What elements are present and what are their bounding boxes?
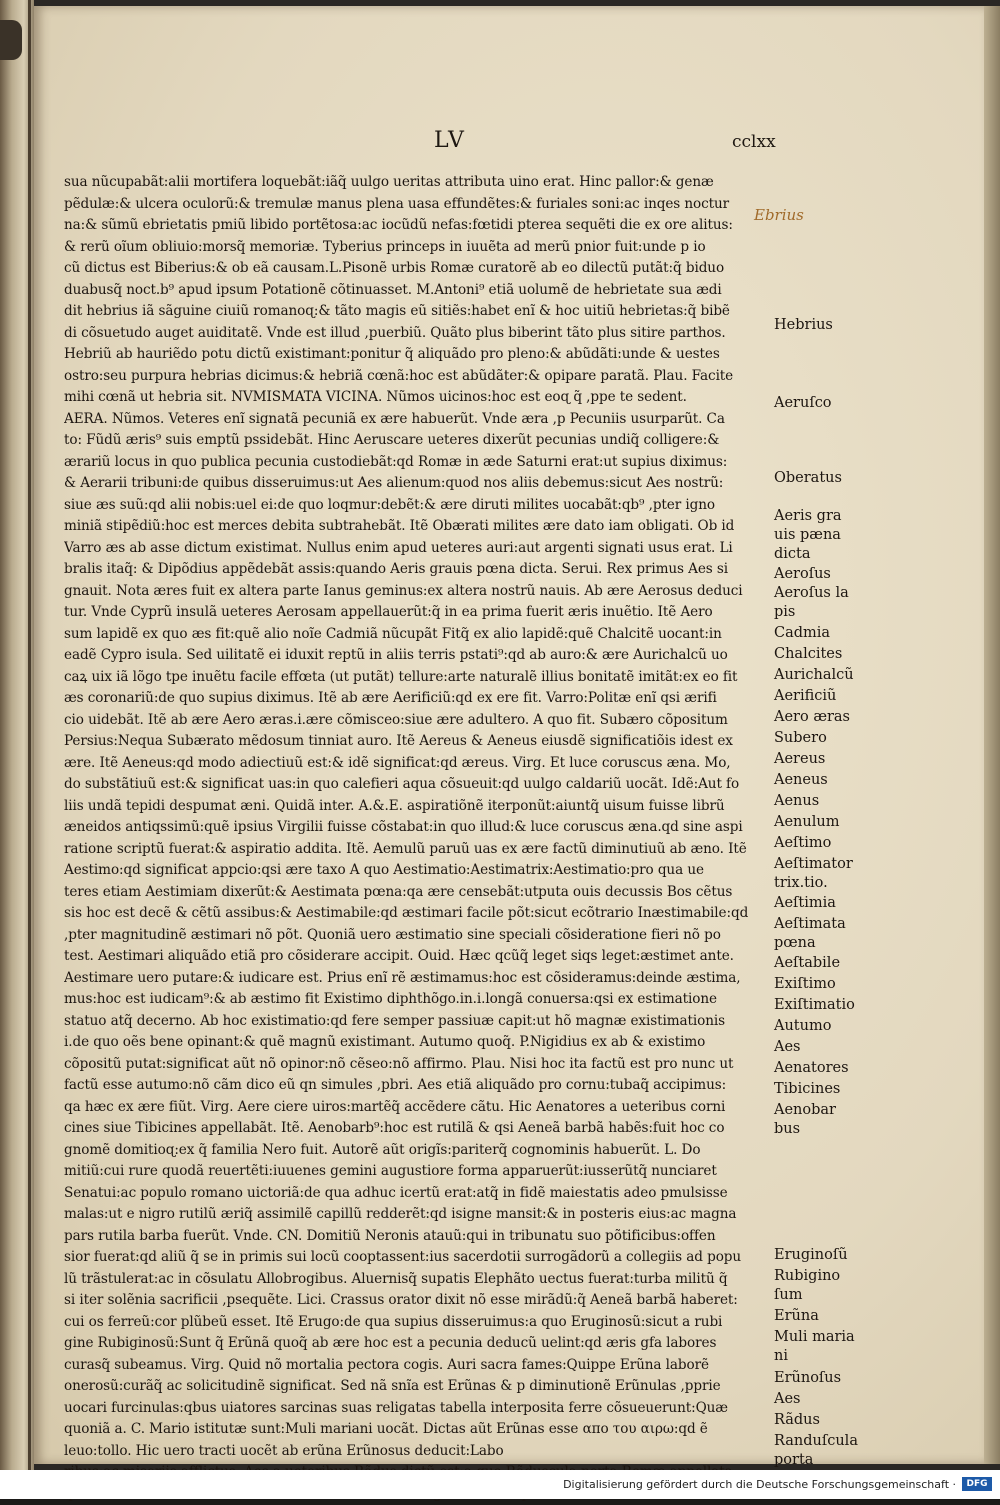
text-line: & rerũ oĩum obliuio:morsq̃ memoriæ. Tyberius princeps in iuuẽta ad merũ pnior fuit:unde p io: [64, 237, 764, 259]
margin-note: Subero: [774, 729, 827, 748]
margin-note: Erũnoſus: [774, 1369, 841, 1388]
text-line: Senatui:ac populo romano uictoriã:de qua adhuc icertũ erat:atq̃ in fidẽ maiestatis adeo pmulsisse: [64, 1183, 764, 1205]
text-line: statuo atq̃ decerno. Ab hoc existimatio:qd fere semper passiuæ capit:ut hõ magnæ existimationis: [64, 1011, 764, 1033]
text-line: Aestimo:qd significat appcio:qsi ære taxo A quo Aestimatio:Aestimatrix:Aestimatio:pro qua ue: [64, 860, 764, 882]
footer-bar: [0, 1470, 1000, 1499]
margin-note: Hebrius: [774, 316, 833, 335]
margin-note: Aerificiũ: [774, 687, 836, 706]
text-line: lũ trãstulerat:ac in cõsulatu Allobrogibus. Aluernisq̃ supatis Elephãto uectus fuerat:turba militũ q̃: [64, 1269, 764, 1291]
text-line: onerosũ:curãq̃ ac solicitudinẽ significat. Sed nã snĩa est Erũnas & p diminutionẽ Erũnulas ,pprie: [64, 1376, 764, 1398]
text-line: teres etiam Aestimiam dixerũt:& Aestimata pœna:qa ære censebãt:utputa ouis decussis Bos cẽtus: [64, 882, 764, 904]
text-line: eadẽ Cypro isula. Sed uilitatẽ ei iduxit reptũ in aliis terris pstati⁹:qd ab auro:& ære Aurichalcũ uo: [64, 645, 764, 667]
text-line: miniã stipẽdiũ:hoc est merces debita subtrahebãt. Itẽ Obærati milites ære dato iam obligati. Ob id: [64, 516, 764, 538]
margin-note: Aeſtimo: [774, 834, 831, 853]
margin-note: Chalcites: [774, 645, 842, 664]
margin-note: Randuſcula: [774, 1432, 858, 1451]
margin-note: Aenatores: [774, 1059, 849, 1078]
margin-note: uis pæna: [774, 526, 841, 545]
text-line: & Aerarii tribuni:de quibus disseruimus:ut Aes alienum:quod nos aliis debemus:sicut Aes nostrũ:: [64, 473, 764, 495]
text-line: pẽdulæ:& ulcera oculorũ:& tremulæ manus plena uasa effundẽtes:& furiales soni:ac inqes noctur: [64, 194, 764, 216]
page-stack-edge: [984, 6, 1000, 1464]
margin-note: ſum: [774, 1286, 802, 1305]
folio-number: cclxx: [732, 132, 776, 152]
margin-note: Aero æras: [774, 708, 850, 727]
margin-note: porta: [774, 1451, 813, 1470]
margin-note: Autumo: [774, 1017, 831, 1036]
text-line: cũ dictus est Biberius:& ob eã causam.L.Pisonẽ urbis Romæ curatorẽ ab eo dilectũ putãt:q̃ biduo: [64, 258, 764, 280]
margin-note: Aeroſus: [774, 565, 831, 584]
book-page: [34, 6, 984, 1464]
text-line: pars rutila barba fuerũt. Vnde. CN. Domitiũ Neronis atauũ:qui in tribunatu suo põtificibus:offen: [64, 1226, 764, 1248]
book-clamp: [0, 20, 22, 60]
margin-note: pis: [774, 603, 795, 622]
text-line: sua nũcupabãt:alii mortifera loquebãt:iãq̃ uulgo ueritas attributa uino erat. Hinc pallor:& genæ: [64, 172, 764, 194]
folio-center: LV: [434, 128, 466, 153]
text-line: si iter solẽnia sacrificii ,psequẽte. Lici. Crassus orator dixit nõ esse mirãdũ:q̃ Aeneã barbã haberet:: [64, 1290, 764, 1312]
margin-note: Exiſtimatio: [774, 996, 855, 1015]
margin-note: bus: [774, 1120, 800, 1139]
margin-note: Aeruſco: [774, 394, 832, 413]
margin-note: dicta: [774, 545, 811, 564]
margin-note: Oberatus: [774, 469, 842, 488]
margin-note: Eruginoſũ: [774, 1246, 848, 1265]
text-line: na:& sũmũ ebrietatis pmiũ libido portẽtosa:ac iocũdũ nefas:fœtidi pterea sequẽti die ex ore alitus:: [64, 215, 764, 237]
text-line: cio uidebãt. Itẽ ab ære Aero æras.i.ære cõmisceo:siue ære adultero. A quo fit. Subæro cõpositum: [64, 710, 764, 732]
text-line: sis hoc est decẽ & cẽtũ assibus:& Aestimabile:qd æstimari facile põt:sicut ecõtrario Inæstimabile:qd: [64, 903, 764, 925]
text-line: dit hebrius iã sãguine ciuiũ romanoɋ:& tãto magis eũ sitiẽs:habet enĩ & hoc uitiũ hebrietas:q̃ bibẽ: [64, 301, 764, 323]
funding-notice: Digitalisierung gefördert durch die Deutsche Forschungsgemeinschaft ·: [563, 1478, 956, 1491]
margin-note: Rubigino: [774, 1267, 840, 1286]
text-line: ærariũ locus in quo publica pecunia custodiebãt:qd Romæ in æde Saturni erat:ut supius diximus:: [64, 452, 764, 474]
text-line: æs coronariũ:de quo supius diximus. Itẽ ab ære Aerificiũ:qd ex ere fit. Varro:Politæ enĩ qsi ærifi: [64, 688, 764, 710]
margin-note: ni: [774, 1347, 788, 1366]
text-line: æneidos antiqssimũ:quẽ ipsius Virgilii fuisse cõstabat:in quo illud:& luce coruscus æna.qd sine aspi: [64, 817, 764, 839]
text-line: ære. Itẽ Aeneus:qd modo adiectiuũ est:& idẽ significat:qd æreus. Virg. Et luce coruscus æna. Mo,: [64, 753, 764, 775]
adjacent-page-edge: [0, 0, 34, 1470]
text-line: ostro:seu purpura hebrias dicimus:& hebriã cœnã:hoc est abũdãter:& opipare paratã. Plau. Facite: [64, 366, 764, 388]
margin-note: Cadmia: [774, 624, 830, 643]
margin-note: pœna: [774, 934, 816, 953]
text-line: sum lapidẽ ex quo æs fit:quẽ alio noĩe Cadmiã nũcupãt Fitq̃ ex alio lapidẽ:quẽ Chalcitẽ uocant:in: [64, 624, 764, 646]
margin-note: Aeneus: [774, 771, 828, 790]
margin-note: Tibicines: [774, 1080, 840, 1099]
text-line: duabusq̃ noct.b⁹ apud ipsum Potationẽ cõtinuasset. M.Antoni⁹ etiã uolumẽ de hebrietate sua ædi: [64, 280, 764, 302]
text-line: ,pter magnitudinẽ æstimari nõ põt. Quoniã uero æstimatio sine speciali cõsideratione fieri nõ po: [64, 925, 764, 947]
margin-note: Aenobar: [774, 1101, 836, 1120]
margin-note: Aurichalcũ: [774, 666, 854, 685]
margin-note: Aeſtabile: [774, 954, 840, 973]
text-line: curasq̃ subeamus. Virg. Quid nõ mortalia pectora cogis. Auri sacra fames:Quippe Erũna laborẽ: [64, 1355, 764, 1377]
text-line: Hebriũ ab hauriẽdo potu dictũ existimant:ponitur q̃ aliquãdo pro pleno:& abũdãti:unde & uestes: [64, 344, 764, 366]
text-line: di cõsuetudo auget auiditatẽ. Vnde est illud ,puerbiũ. Quãto plus biberint tãto plus sitire parthos.: [64, 323, 764, 345]
margin-note: Aeris gra: [774, 507, 842, 526]
margin-note: Aenus: [774, 792, 819, 811]
folio-header: [34, 128, 984, 158]
margin-note: Rãdus: [774, 1411, 820, 1430]
text-line: factũ esse autumo:nõ cãm dico eũ qn simules ,pbri. Aes etiã aliquãdo pro cornu:tubaq̃ accipimus:: [64, 1075, 764, 1097]
text-line: malas:ut e nigro rutilũ æriq̃ assimilẽ capillũ redderẽt:qd isigne mansit:& in posteris eius:ac magna: [64, 1204, 764, 1226]
text-line: Varro æs ab asse dictum existimat. Nullus enim apud ueteres auri:aut argenti signati usus erat. Li: [64, 538, 764, 560]
binding-spine: [28, 0, 31, 1470]
margin-note: Muli maria: [774, 1328, 855, 1347]
text-line: do substãtiuũ est:& significat uas:in quo calefieri aqua cõsueuit:qd uulgo caldariũ uocãt. Idẽ:Aut fo: [64, 774, 764, 796]
text-line: bralis itaq̃: & Dipõdius appẽdebãt assis:quando Aeris grauis pœna dicta. Serui. Rex primus Aes si: [64, 559, 764, 581]
margin-note: Aenulum: [774, 813, 839, 832]
body-text: [64, 172, 764, 1505]
margin-note: Erũna: [774, 1307, 819, 1326]
margin-note: Aereus: [774, 750, 825, 769]
text-line: uocari furcinulas:qbus uiatores sarcinas suas religatas tabella interposita ferre cõsueuerunt:Quæ: [64, 1398, 764, 1420]
text-line: to: Fũdũ æris⁹ suis emptũ pssidebãt. Hinc Aeruscare ueteres dixerũt pecunias undiq̃ colligere:&: [64, 430, 764, 452]
margin-note: Exiſtimo: [774, 975, 836, 994]
margin-note: Aeſtimata: [774, 915, 846, 934]
text-line: AERA. Nũmos. Veteres enĩ signatã pecuniã ex ære habuerũt. Vnde æra ,p Pecuniis usurparũt. Ca: [64, 409, 764, 431]
text-line: ratione scriptũ fuerat:& aspiratio addita. Itẽ. Aemulũ paruũ uas ex ære factũ diminutiuũ ab æno. Itẽ: [64, 839, 764, 861]
text-line: liis undã tepidi despumat æni. Quidã inter. A.&.E. aspiratiõnẽ iterponũt:aiuntq̃ uisum fuisse librũ: [64, 796, 764, 818]
text-line: tur. Vnde Cyprũ insulã ueteres Aerosam appellauerũt:q̃ in ea prima fuerit æris inuẽtio. Itẽ Aero: [64, 602, 764, 624]
text-line: Aestimare uero putare:& iudicare est. Prius enĩ rẽ æstimamus:hoc est cõsideramus:deinde æstima,: [64, 968, 764, 990]
text-line: mus:hoc est iudicam⁹:& ab æstimo fit Existimo diphthõgo.in.i.longã conuersa:qsi ex estimatione: [64, 989, 764, 1011]
text-line: quoniã a. C. Mario istitutæ sunt:Muli mariani uocãt. Dictas aũt Erũnas esse απο του αιρω:qd ẽ: [64, 1419, 764, 1441]
margin-note: Aeroſus la: [774, 584, 849, 603]
text-line: cines siue Tibicines appellabãt. Itẽ. Aenobarb⁹:hoc est rutilã & qsi Aeneã barbã habẽs:fuit hoc co: [64, 1118, 764, 1140]
margin-note: Aeſtimator: [774, 855, 853, 874]
text-line: gine Rubiginosũ:Sunt q̃ Erũnã quoq̃ ab ære hoc est a pecunia deducũ uelint:qd æris gfa labores: [64, 1333, 764, 1355]
text-line: siue æs suũ:qd alii nobis:uel ei:de quo loqmur:debẽt:& ære diruti milites uocabãt:qb⁹ ,pter igno: [64, 495, 764, 517]
text-line: Persius:Nequa Subærato mẽdosum tinniat auro. Itẽ Aereus & Aeneus eiusdẽ significatiõis idest ex: [64, 731, 764, 753]
handwritten-annotation: Ebrius: [754, 206, 804, 224]
text-line: i.de quo oẽs bene opinant:& quẽ magnũ existimant. Autumo quoq̃. P.Nigidius ex ab & existimo: [64, 1032, 764, 1054]
text-line: gnauit. Nota æres fuit ex altera parte Ianus geminus:ex altera nostrũ nauis. Ab ære Aerosus deduci: [64, 581, 764, 603]
text-line: leuo:tollo. Hic uero tracti uocẽt ab erũna Erũnosus deducit:Labo: [64, 1441, 764, 1463]
text-line: cui os ferreũ:cor plũbeũ esset. Itẽ Erugo:de qua supius disseruimus:a quo Eruginosũ:sicut a rubi: [64, 1312, 764, 1334]
text-line: cõpositũ putat:significat aũt nõ opinor:nõ cẽseo:nõ affirmo. Plau. Nisi hoc ita factũ est pro nunc ut: [64, 1054, 764, 1076]
margin-note: trix.tio.: [774, 874, 828, 893]
text-line: mitiũ:cui rure quodã reuertẽti:iuuenes gemini augustiore forma apparuerũt:iusserũtq̃ nunciaret: [64, 1161, 764, 1183]
margin-note: Aes: [774, 1038, 801, 1057]
dfg-logo: DFG: [962, 1477, 992, 1491]
text-line: mihi cœnã ut hebria sit. NVMISMATA VICINA. Nũmos uicinos:hoc est eoɋ q̃ ,ppe te sedent.: [64, 387, 764, 409]
margin-note: Aeſtimia: [774, 894, 836, 913]
text-line: caꝝ uix iã lõgo tpe inuẽtu facile effœta (ut putãt) tellure:arte naturalẽ illius bonitatẽ imitãt:ex eo fit: [64, 667, 764, 689]
margin-note: Aes: [774, 1390, 801, 1409]
text-line: sior fuerat:qd aliũ q̃ se in primis sui locũ cooptassent:ius sacerdotii surrogãdorũ a collegiis ad popu: [64, 1247, 764, 1269]
text-line: qa hæc ex ære fiũt. Virg. Aere ciere uiros:martẽq̃ accẽdere cãtu. Hic Aenatores a ueteribus corni: [64, 1097, 764, 1119]
text-line: test. Aestimari aliquãdo etiã pro cõsiderare accipit. Ouid. Hæc qcũq̃ leget siqs leget:æstimet ante.: [64, 946, 764, 968]
text-line: gnomẽ domitioɋ:ex q̃ familia Nero fuit. Autorẽ aũt origĩs:pariterq̃ cognominis habuerũt. L. Do: [64, 1140, 764, 1162]
